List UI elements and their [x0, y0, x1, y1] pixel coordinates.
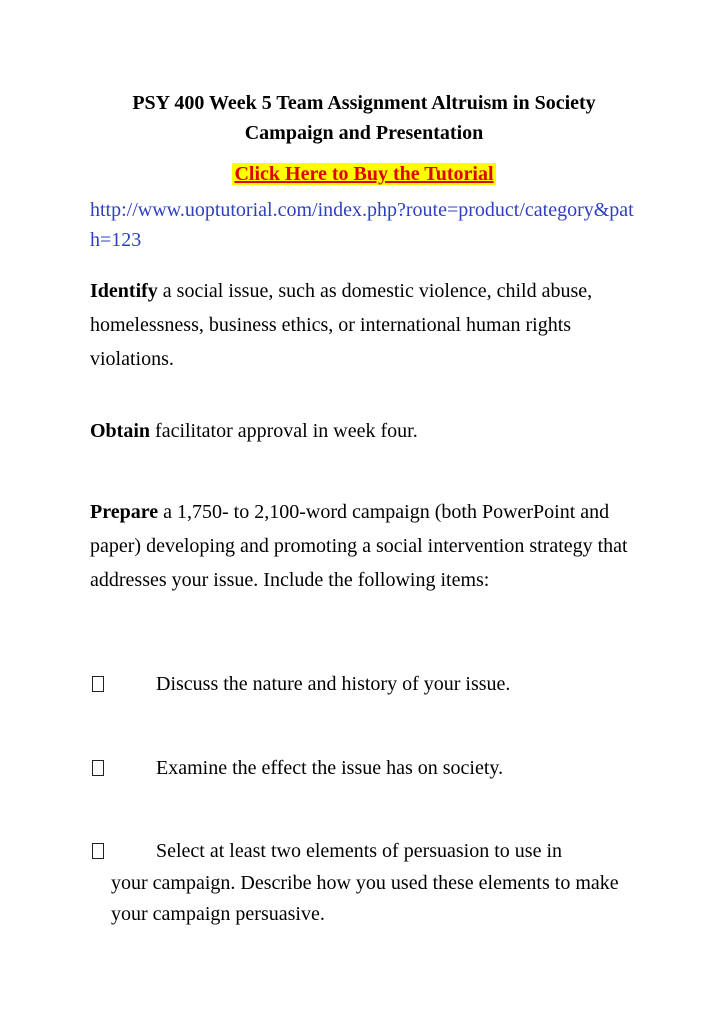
- buy-tutorial-link[interactable]: Click Here to Buy the Tutorial: [234, 163, 494, 185]
- paragraph-text: facilitator approval in week four.: [150, 420, 418, 442]
- list-item: [90, 751, 638, 785]
- checkbox-bullet-icon: [92, 676, 104, 692]
- list-item-text: Select at least two elements of persuasion to use in: [156, 840, 563, 862]
- paragraph-text: a 1,750- to 2,100-word campaign (both PowerPoint and paper) developing and promoting a social intervention strategy that addresses your issue. Include the following items:: [90, 501, 628, 591]
- checkbox-bullet-icon: [92, 843, 104, 859]
- paragraph-identify: [90, 274, 638, 376]
- list-item-text: Discuss the nature and history of your issue.: [156, 673, 511, 695]
- checkbox-bullet-icon: [92, 760, 104, 776]
- buy-link-container: [88, 159, 640, 189]
- list-item: [90, 667, 638, 701]
- paragraph-obtain: [90, 414, 638, 448]
- list-item: [90, 834, 638, 868]
- list-item-continuation: your campaign. Describe how you used these elements to make your campaign persuasive.: [111, 872, 619, 925]
- paragraph-text: a social issue, such as domestic violence, child abuse, homelessness, business ethics, or international human rights violations.: [90, 280, 593, 370]
- list-item-text: Examine the effect the issue has on society.: [156, 757, 504, 779]
- tutorial-url-link[interactable]: http://www.uoptutorial.com/index.php?route=product/category&path=123: [90, 199, 634, 251]
- paragraph-lead: Prepare: [90, 501, 159, 523]
- paragraph-lead: Obtain: [90, 420, 151, 442]
- document-title: PSY 400 Week 5 Team Assignment Altruism in Society Campaign and Presentation: [132, 92, 596, 144]
- paragraph-prepare: [90, 495, 638, 597]
- paragraph-lead: Identify: [90, 280, 158, 302]
